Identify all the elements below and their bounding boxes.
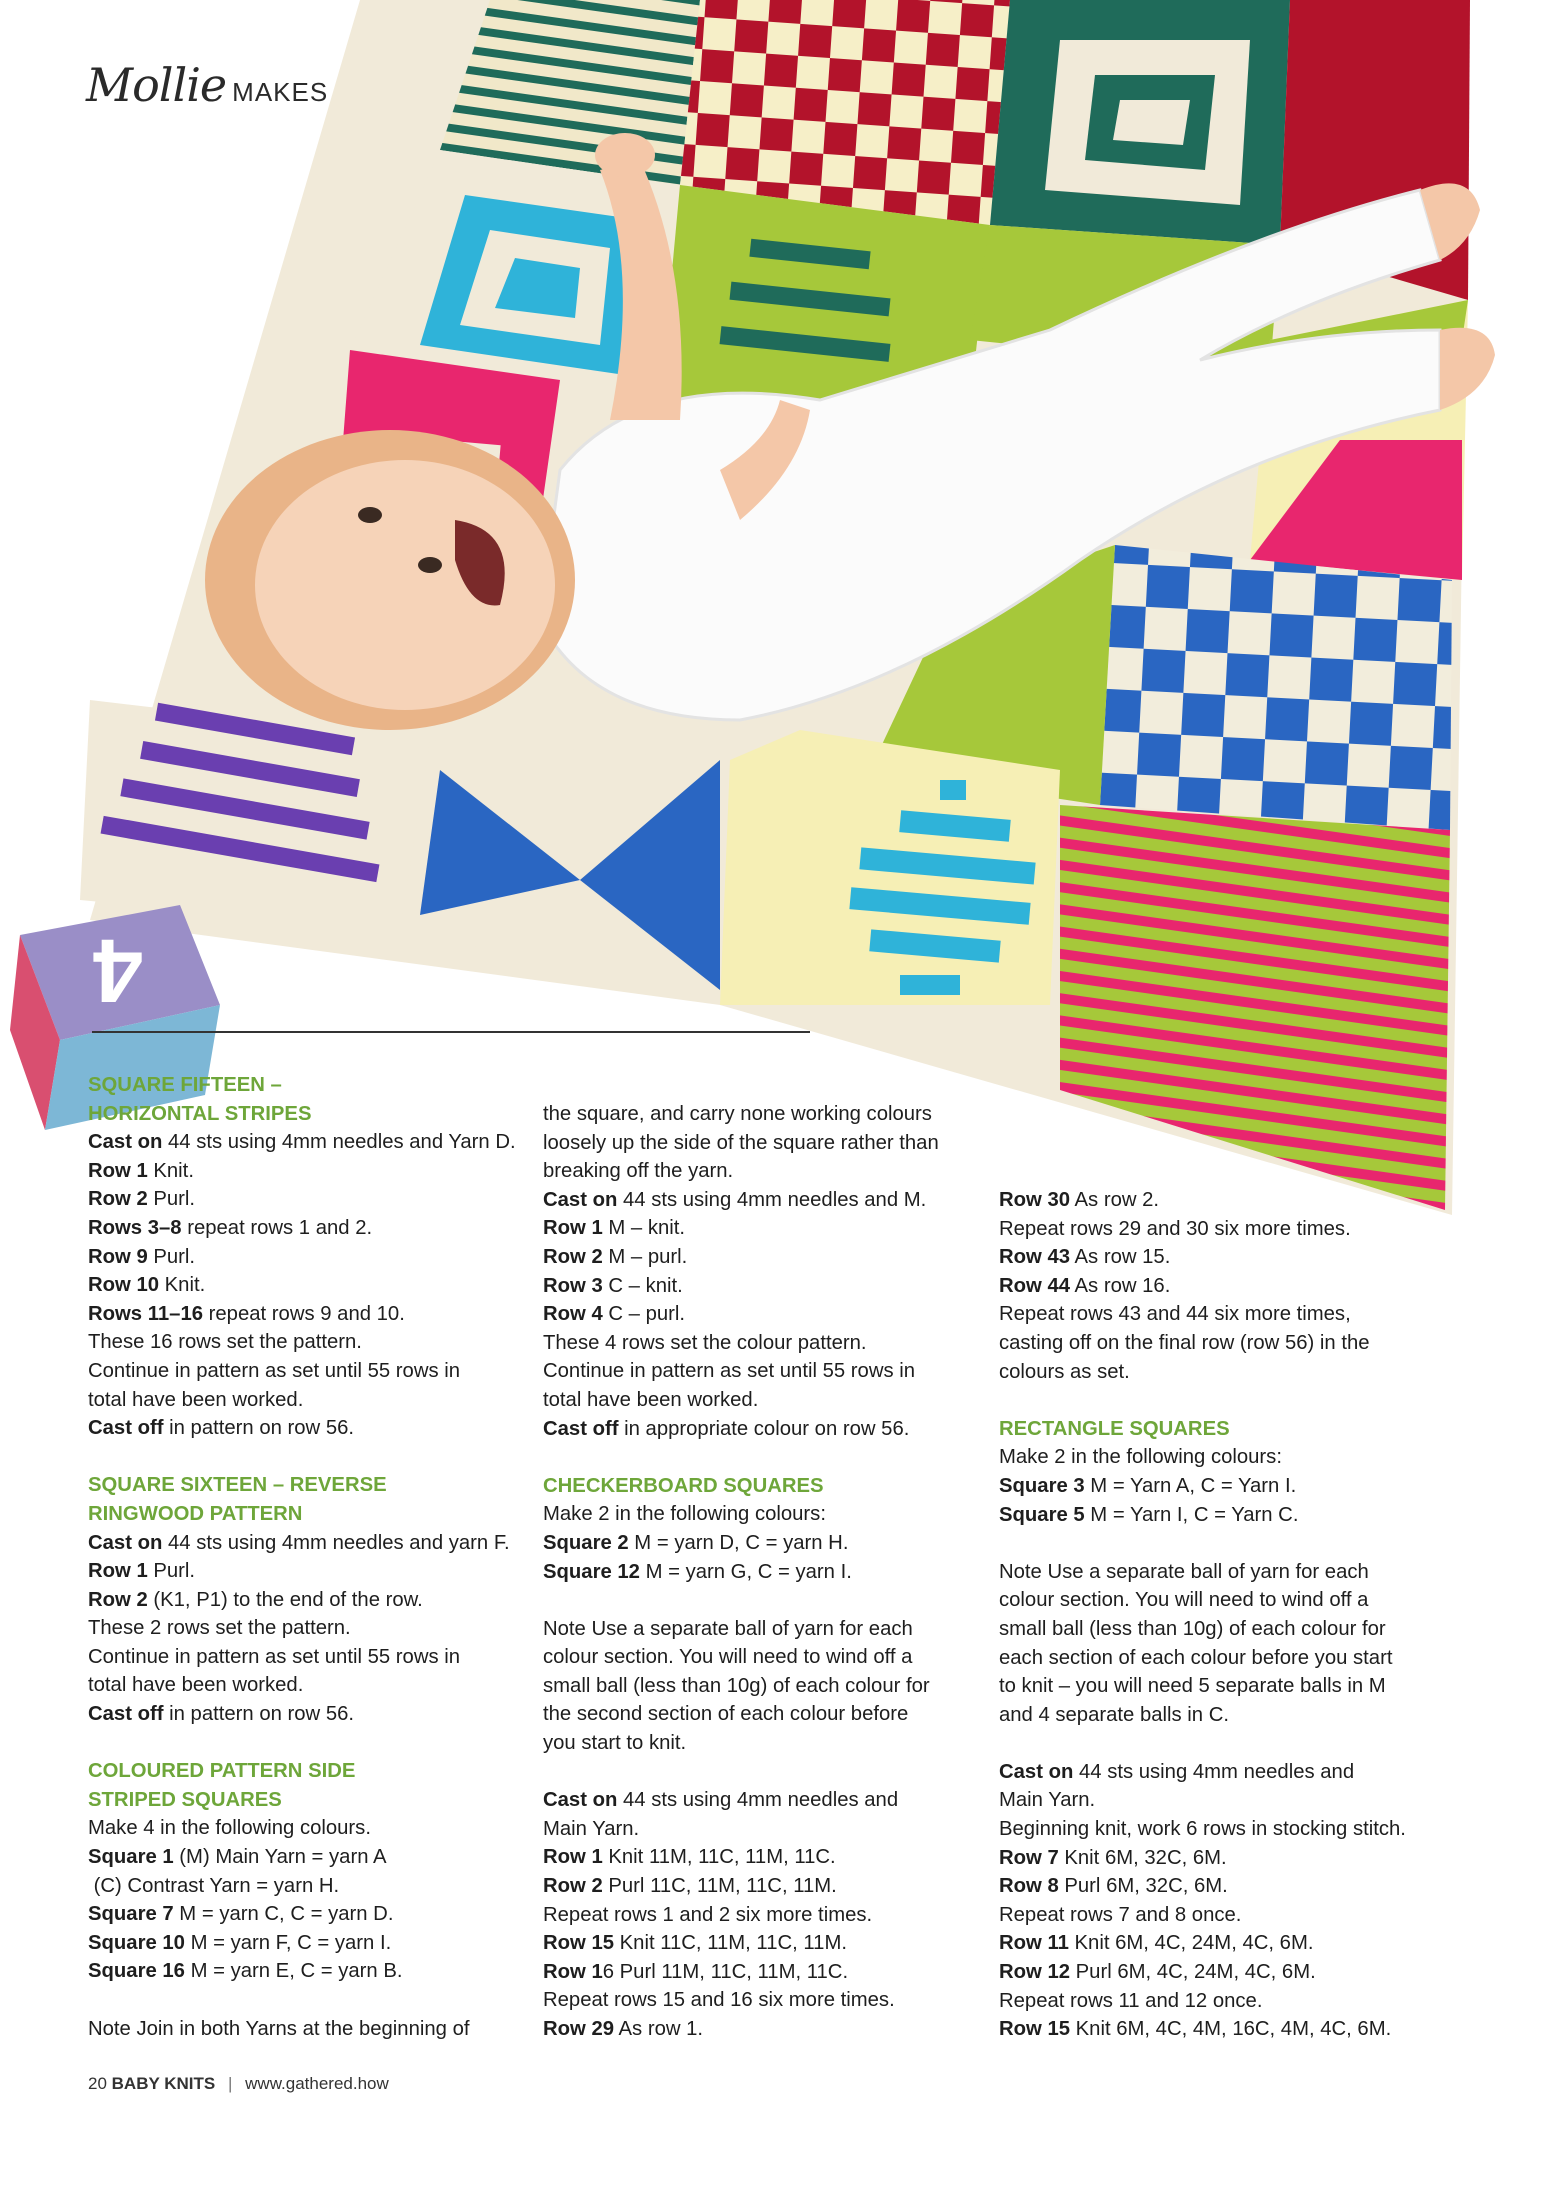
instruction-line — [999, 1329, 1439, 1358]
instruction-line — [88, 1214, 528, 1243]
instruction-label: Cast on — [543, 1789, 618, 1812]
instruction-line — [543, 1929, 983, 1958]
instruction-text: 44 sts using 4mm needles and — [1073, 1760, 1355, 1783]
instruction-label: Row 1 — [543, 1217, 603, 1240]
instruction-text: Continue in pattern as set until 55 rows in — [88, 1359, 461, 1382]
instruction-line — [543, 1615, 983, 1644]
instruction-line — [88, 1300, 528, 1329]
paragraph-gap — [999, 1386, 1439, 1415]
instruction-label: Cast on — [88, 1131, 163, 1154]
instruction-label: Row 44 — [999, 1274, 1071, 1297]
instruction-line — [88, 1700, 528, 1729]
instruction-text: 44 sts using 4mm needles and Yarn D. — [162, 1131, 516, 1154]
instruction-text: Continue in pattern as set until 55 rows in — [88, 1645, 461, 1668]
instruction-line — [543, 1243, 983, 1272]
instruction-text: M = yarn G, C = yarn I. — [639, 1560, 852, 1583]
instruction-label: Square 12 — [543, 1560, 640, 1583]
instruction-label: Row 9 — [88, 1245, 148, 1268]
paragraph-gap — [543, 1586, 983, 1615]
instruction-text: C – knit. — [602, 1274, 683, 1297]
instruction-text: (C) Contrast Yarn = yarn H. — [88, 1874, 340, 1897]
instruction-label: Row 7 — [999, 1846, 1059, 1869]
paragraph-gap — [88, 1986, 528, 2015]
section-heading: SQUARE FIFTEEN – — [88, 1074, 282, 1096]
instruction-text: each section of each colour before you start — [999, 1646, 1393, 1669]
instruction-line — [88, 1128, 528, 1157]
instruction-line — [543, 1329, 983, 1358]
magazine-title: BABY KNITS — [111, 2074, 216, 2093]
instruction-label: Cast on — [543, 1188, 618, 1211]
instruction-text: (K1, P1) to the end of the row. — [147, 1588, 423, 1611]
instruction-text: Purl. — [147, 1188, 196, 1211]
instruction-line — [999, 1443, 1439, 1472]
instruction-label: Row 29 — [543, 2018, 615, 2040]
paragraph-gap — [999, 1729, 1439, 1758]
section-heading: STRIPED SQUARES — [88, 1788, 282, 1811]
instruction-text: small ball (less than 10g) of each colour for — [999, 1617, 1386, 1640]
instruction-line — [999, 1872, 1439, 1901]
instruction-line — [999, 1358, 1439, 1387]
instruction-line — [543, 1500, 983, 1529]
instruction-text: Knit 11M, 11C, 11M, 11C. — [602, 1846, 836, 1869]
instruction-line — [88, 2015, 528, 2044]
instruction-text: M = Yarn I, C = Yarn C. — [1084, 1503, 1299, 1526]
instruction-text: 6 Purl 11M, 11C, 11M, 11C. — [602, 1960, 849, 1983]
instruction-line — [88, 1328, 528, 1357]
instruction-text: Purl. — [147, 1245, 196, 1268]
section-heading: HORIZONTAL STRIPES — [88, 1102, 312, 1125]
instruction-line — [88, 1643, 528, 1672]
section-heading: RINGWOOD PATTERN — [88, 1502, 303, 1525]
instruction-line — [999, 1987, 1439, 2016]
section-heading: RECTANGLE SQUARES — [999, 1417, 1230, 1440]
instruction-line — [88, 1957, 528, 1986]
instruction-line — [999, 1586, 1439, 1615]
instruction-line — [999, 1186, 1439, 1215]
instruction-label: Row 30 — [999, 1189, 1071, 1211]
instruction-label: Cast off — [88, 1417, 164, 1440]
instruction-text: loosely up the side of the square rather than — [543, 1131, 939, 1154]
instruction-label: Row 43 — [999, 1246, 1071, 1269]
instruction-line — [999, 1786, 1439, 1815]
instruction-text: Purl 11C, 11M, 11C, 11M. — [602, 1875, 837, 1898]
instruction-text: Repeat rows 1 and 2 six more times. — [543, 1903, 873, 1926]
instruction-line — [999, 1958, 1439, 1987]
instruction-text: 44 sts using 4mm needles and M. — [617, 1188, 927, 1211]
instruction-line — [543, 1872, 983, 1901]
instruction-text: M = yarn F, C = yarn I. — [184, 1931, 392, 1954]
instruction-line — [543, 1643, 983, 1672]
instruction-text: the second section of each colour before — [543, 1703, 909, 1726]
blanket-square-purple-stripes — [80, 700, 430, 930]
instruction-line — [543, 1729, 983, 1758]
instruction-line — [88, 1843, 528, 1872]
instruction-text: Make 4 in the following colours. — [88, 1817, 371, 1840]
brand-caps: MAKES — [232, 77, 329, 107]
instruction-line — [999, 1472, 1439, 1501]
instruction-line — [999, 1300, 1439, 1329]
instruction-text: Continue in pattern as set until 55 rows in — [543, 1360, 916, 1383]
instruction-text: Main Yarn. — [999, 1789, 1096, 1812]
instruction-text: Make 2 in the following colours: — [999, 1446, 1282, 1469]
instruction-line — [88, 1529, 528, 1558]
page-number: 20 — [88, 2074, 107, 2093]
instruction-text: Note Use a separate ball of yarn for each — [999, 1560, 1369, 1583]
instruction-line — [88, 1557, 528, 1586]
instruction-label: Row 1 — [543, 1960, 603, 1983]
instruction-text: M = yarn D, C = yarn H. — [628, 1531, 849, 1554]
instruction-label: Row 1 — [88, 1159, 148, 1182]
instruction-text: repeat rows 9 and 10. — [203, 1302, 405, 1325]
instruction-line — [999, 1243, 1439, 1272]
instruction-line — [999, 1644, 1439, 1673]
paragraph-gap — [88, 1443, 528, 1472]
instruction-line — [999, 1758, 1439, 1787]
instruction-label: Square 3 — [999, 1474, 1085, 1497]
instruction-text: C – purl. — [602, 1303, 686, 1326]
blanket-square-blue-checkerboard — [1100, 545, 1452, 830]
instruction-text: breaking off the yarn. — [543, 1160, 734, 1183]
instruction-text: colour section. You will need to wind off a — [999, 1589, 1369, 1612]
brand-logo — [86, 58, 328, 112]
instruction-text: Repeat rows 7 and 8 once. — [999, 1903, 1242, 1926]
instruction-text: Knit. — [159, 1274, 206, 1297]
instruction-text: Purl. — [147, 1560, 196, 1583]
text-column-1 — [88, 1071, 528, 2043]
instruction-text: Repeat rows 29 and 30 six more times. — [999, 1217, 1351, 1240]
instruction-line — [543, 1986, 983, 2015]
instruction-line — [88, 1614, 528, 1643]
instruction-line — [543, 1901, 983, 1930]
instruction-text: These 2 rows set the pattern. — [88, 1617, 351, 1640]
instruction-line — [88, 1671, 528, 1700]
instruction-text: As row 16. — [1070, 1274, 1171, 1297]
instruction-text: total have been worked. — [543, 1388, 759, 1411]
instruction-line — [999, 1501, 1439, 1530]
instruction-line — [543, 1386, 983, 1415]
instruction-line — [88, 1929, 528, 1958]
instruction-line — [543, 1129, 983, 1158]
instruction-line — [543, 1415, 983, 1444]
text-column-2 — [543, 1100, 983, 2044]
instruction-text: to knit – you will need 5 separate balls in M — [999, 1675, 1386, 1698]
instruction-text: Purl 6M, 4C, 24M, 4C, 6M. — [1070, 1961, 1316, 1984]
instruction-label: Row 2 — [88, 1188, 148, 1211]
instruction-line — [88, 1271, 528, 1300]
footer-separator: | — [227, 2074, 233, 2093]
instruction-label: Cast off — [543, 1417, 619, 1440]
instruction-text: (M) Main Yarn = yarn A — [173, 1846, 387, 1869]
instruction-text: As row 1. — [614, 2018, 704, 2040]
instruction-line — [999, 2015, 1439, 2044]
instruction-text: Knit. — [147, 1159, 194, 1182]
instruction-line — [88, 1586, 528, 1615]
instruction-line — [543, 1815, 983, 1844]
instruction-line — [543, 1186, 983, 1215]
instruction-label: Row 4 — [543, 1303, 603, 1326]
instruction-label: Row 8 — [999, 1875, 1059, 1898]
instruction-text: Knit 6M, 4C, 24M, 4C, 6M. — [1068, 1932, 1314, 1955]
instruction-text: Purl 6M, 32C, 6M. — [1058, 1875, 1228, 1898]
instruction-label: Cast on — [88, 1531, 163, 1554]
instruction-label: Row 15 — [999, 2018, 1071, 2041]
paragraph-gap — [999, 1529, 1439, 1558]
instruction-text: Repeat rows 11 and 12 once. — [999, 1989, 1263, 2012]
instruction-text: Beginning knit, work 6 rows in stocking stitch. — [999, 1818, 1406, 1841]
instruction-text: in appropriate colour on row 56. — [618, 1417, 910, 1440]
instruction-text: colour section. You will need to wind off a — [543, 1646, 913, 1669]
blanket-square-pink-green-stripes — [1060, 805, 1450, 1210]
instruction-line — [88, 1185, 528, 1214]
instruction-line — [543, 1700, 983, 1729]
paragraph-gap — [543, 1443, 983, 1472]
blanket-square-red-checkerboard — [680, 0, 1010, 225]
instruction-line — [999, 1701, 1439, 1730]
instruction-label: Row 10 — [88, 1274, 160, 1297]
brand-script: Mollie — [86, 58, 227, 112]
instruction-label: Row 2 — [543, 1875, 603, 1898]
instruction-label: Square 1 — [88, 1846, 174, 1869]
instruction-text: you start to knit. — [543, 1732, 687, 1755]
instruction-label: Row 2 — [543, 1245, 603, 1268]
instruction-line — [543, 1357, 983, 1386]
instruction-line — [999, 1272, 1439, 1301]
instruction-text: colours as set. — [999, 1360, 1130, 1383]
instruction-text: These 4 rows set the colour pattern. — [543, 1331, 867, 1354]
instruction-line — [88, 1900, 528, 1929]
instruction-line — [999, 1215, 1439, 1244]
instruction-text: Repeat rows 43 and 44 six more times, — [999, 1303, 1351, 1326]
instruction-text: and 4 separate balls in C. — [999, 1703, 1229, 1726]
divider-line — [92, 1031, 810, 1033]
instruction-label: Square 7 — [88, 1903, 174, 1926]
instruction-text: repeat rows 1 and 2. — [181, 1216, 373, 1239]
instruction-line — [543, 1786, 983, 1815]
instruction-label: Square 5 — [999, 1503, 1085, 1526]
instruction-label: Rows 11–16 — [88, 1302, 204, 1325]
instruction-line — [88, 1814, 528, 1843]
instruction-text: As row 15. — [1070, 1246, 1171, 1269]
instruction-line — [543, 1272, 983, 1301]
instruction-line — [999, 1901, 1439, 1930]
instruction-text: M – knit. — [602, 1217, 686, 1240]
instruction-label: Row 1 — [543, 1846, 603, 1869]
instruction-line — [88, 1157, 528, 1186]
instruction-line — [543, 1214, 983, 1243]
instruction-line — [543, 1100, 983, 1129]
instruction-label: Row 15 — [543, 1932, 615, 1955]
instruction-text: in pattern on row 56. — [163, 1417, 355, 1440]
instruction-text: Knit 6M, 4C, 4M, 16C, 4M, 4C, 6M. — [1070, 2018, 1392, 2041]
instruction-text: total have been worked. — [88, 1388, 304, 1411]
instruction-line — [543, 1843, 983, 1872]
instruction-line — [543, 1529, 983, 1558]
instruction-text: Make 2 in the following colours: — [543, 1503, 826, 1526]
instruction-line — [88, 1243, 528, 1272]
instruction-text: These 16 rows set the pattern. — [88, 1331, 362, 1354]
instruction-line — [999, 1815, 1439, 1844]
instruction-text: casting off on the final row (row 56) in the — [999, 1331, 1370, 1354]
page-footer — [88, 2074, 389, 2094]
section-heading: COLOURED PATTERN SIDE — [88, 1760, 356, 1783]
instruction-text: total have been worked. — [88, 1674, 304, 1697]
instruction-text: Knit 6M, 32C, 6M. — [1058, 1846, 1227, 1869]
instruction-line — [543, 1157, 983, 1186]
instruction-line — [543, 1958, 983, 1987]
instruction-line — [543, 1300, 983, 1329]
instruction-text: the square, and carry none working colours — [543, 1103, 932, 1125]
instruction-text: M – purl. — [602, 1245, 688, 1268]
instruction-label: Row 3 — [543, 1274, 603, 1297]
instruction-label: Rows 3–8 — [88, 1216, 182, 1239]
instruction-line — [543, 2015, 983, 2044]
instruction-label: Square 16 — [88, 1960, 185, 1983]
instruction-label: Row 2 — [88, 1588, 148, 1611]
instruction-text: M = yarn E, C = yarn B. — [184, 1960, 403, 1983]
instruction-line — [999, 1844, 1439, 1873]
instruction-text: Repeat rows 15 and 16 six more times. — [543, 1989, 895, 2012]
instruction-text: As row 2. — [1070, 1189, 1160, 1211]
instruction-line — [999, 1558, 1439, 1587]
instruction-label: Cast off — [88, 1703, 164, 1726]
paragraph-gap — [88, 1729, 528, 1758]
instruction-text: M = yarn C, C = yarn D. — [173, 1903, 394, 1926]
instruction-text: Knit 11C, 11M, 11C, 11M. — [614, 1932, 847, 1955]
section-heading: CHECKERBOARD SQUARES — [543, 1474, 824, 1497]
instruction-line — [999, 1615, 1439, 1644]
instruction-line — [543, 1672, 983, 1701]
instruction-label: Cast on — [999, 1760, 1074, 1783]
instruction-line — [543, 1558, 983, 1587]
blanket-square-teal-rings — [990, 0, 1290, 245]
instruction-text: in pattern on row 56. — [163, 1703, 355, 1726]
instruction-line — [88, 1386, 528, 1415]
instruction-line — [88, 1414, 528, 1443]
instruction-text: 44 sts using 4mm needles and yarn F. — [162, 1531, 510, 1554]
instruction-line — [999, 1929, 1439, 1958]
footer-url[interactable]: www.gathered.how — [245, 2074, 389, 2093]
text-column-3 — [999, 1186, 1439, 2044]
instruction-line — [88, 1357, 528, 1386]
instruction-text: 44 sts using 4mm needles and — [617, 1789, 899, 1812]
toy-block-number: 4 — [92, 920, 144, 1020]
instruction-label: Square 2 — [543, 1531, 629, 1554]
instruction-text: Main Yarn. — [543, 1817, 640, 1840]
section-heading: SQUARE SIXTEEN – REVERSE — [88, 1474, 387, 1497]
instruction-line — [999, 1672, 1439, 1701]
instruction-text: small ball (less than 10g) of each colour for — [543, 1674, 930, 1697]
blanket-square-cream-cyan-stripes — [720, 730, 1060, 1005]
instruction-text: Note Use a separate ball of yarn for each — [543, 1617, 913, 1640]
instruction-label: Row 1 — [88, 1560, 148, 1583]
instruction-label: Square 10 — [88, 1931, 185, 1954]
instruction-text: M = Yarn A, C = Yarn I. — [1084, 1474, 1297, 1497]
paragraph-gap — [543, 1758, 983, 1787]
instruction-label: Row 11 — [999, 1932, 1069, 1955]
instruction-text: Note Join in both Yarns at the beginning of — [88, 2017, 470, 2040]
instruction-line — [88, 1872, 528, 1901]
instruction-label: Row 12 — [999, 1961, 1071, 1984]
